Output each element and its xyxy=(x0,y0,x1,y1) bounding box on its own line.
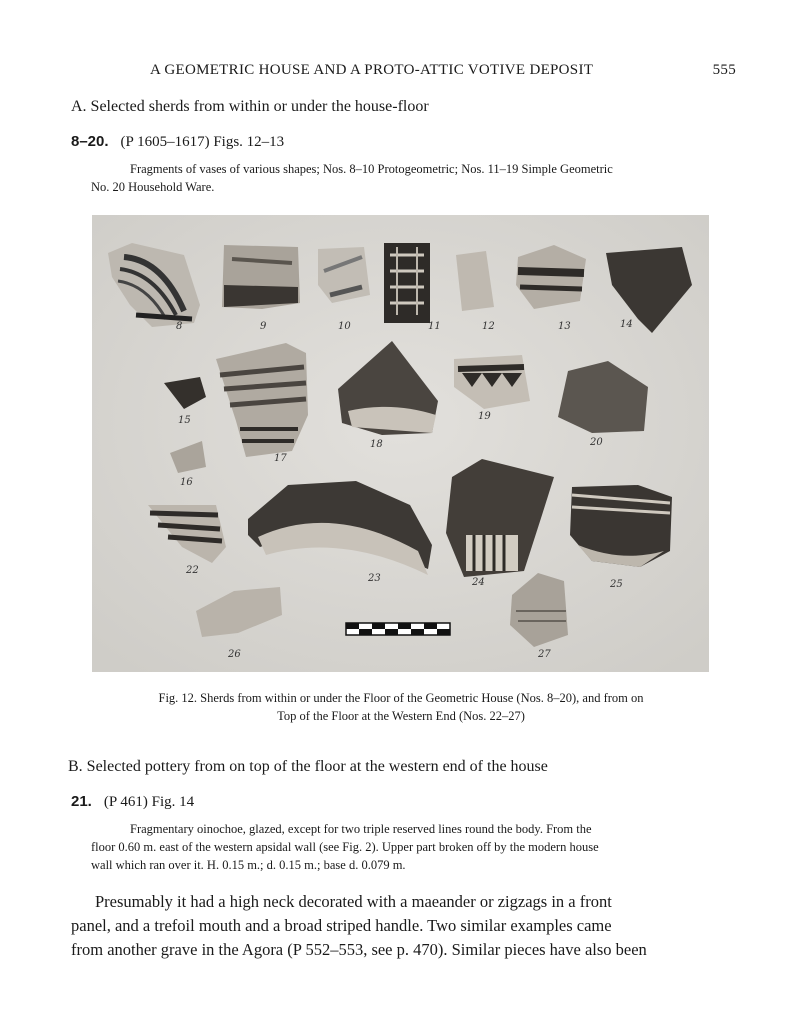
sherd-10 xyxy=(318,247,370,303)
sherd-label-20: 20 xyxy=(590,437,603,448)
sherd-label-14: 14 xyxy=(620,319,633,330)
sherd-label-23: 23 xyxy=(368,573,381,584)
entry-ref: (P 461) Fig. 14 xyxy=(103,794,195,810)
sherd-label-22: 22 xyxy=(186,565,199,576)
sherd-label-13: 13 xyxy=(558,321,571,332)
entry-8-20-desc-line1: Fragments of vases of various shapes; Nos. 8–10 Protogeometric; Nos. 11–19 Simple Geometric xyxy=(130,162,613,176)
body-paragraph xyxy=(71,890,731,962)
body-line3: from another grave in the Agora (P 552–553, see p. 470). Similar pieces have also been xyxy=(71,940,647,959)
entry-8-20 xyxy=(71,133,284,151)
section-b-heading: B. Selected pottery from on top of the floor at the western end of the house xyxy=(68,758,548,775)
sherd-9 xyxy=(222,245,300,309)
figure-caption xyxy=(71,689,731,725)
page-number: 555 xyxy=(712,62,736,78)
sherd-label-15: 15 xyxy=(178,415,191,426)
section-a-heading: A. Selected sherds from within or under the house-floor xyxy=(71,98,429,115)
sherds-photo-svg xyxy=(92,215,709,672)
sherd-label-24: 24 xyxy=(472,577,485,588)
sherd-label-18: 18 xyxy=(370,439,383,450)
sherd-label-11: 11 xyxy=(428,321,441,332)
entry-21-desc-line2: floor 0.60 m. east of the western apsidal wall (see Fig. 2). Upper part broken off by the modern house xyxy=(91,840,599,854)
sherd-label-10: 10 xyxy=(338,321,351,332)
sherd-label-19: 19 xyxy=(478,411,491,422)
entry-number: 8–20. xyxy=(71,133,109,150)
sherd-label-8: 8 xyxy=(176,321,183,332)
running-head-title: A GEOMETRIC HOUSE AND A PROTO-ATTIC VOTIVE DEPOSIT xyxy=(150,62,594,78)
entry-8-20-desc-line2: No. 20 Household Ware. xyxy=(91,180,215,194)
entry-ref: (P 1605–1617) Figs. 12–13 xyxy=(120,134,285,150)
body-line1: Presumably it had a high neck decorated with a maeander or zigzags in a front xyxy=(95,892,612,911)
sherd-label-26: 26 xyxy=(228,649,241,660)
scale-bar xyxy=(346,623,450,635)
sherd-label-25: 25 xyxy=(610,579,623,590)
sherd-label-12: 12 xyxy=(482,321,495,332)
entry-number: 21. xyxy=(71,793,92,810)
sherd-11 xyxy=(384,243,430,323)
figure-caption-line2: Top of the Floor at the Western End (Nos. 22–27) xyxy=(277,709,525,723)
sherd-label-17: 17 xyxy=(274,453,287,464)
sherd-label-9: 9 xyxy=(260,321,267,332)
entry-21-desc-line3: wall which ran over it. H. 0.15 m.; d. 0.15 m.; base d. 0.079 m. xyxy=(91,858,406,872)
figure-photo xyxy=(92,215,709,672)
body-line2: panel, and a trefoil mouth and a broad striped handle. Two similar examples came xyxy=(71,916,612,935)
entry-21 xyxy=(71,793,194,811)
sherd-label-27: 27 xyxy=(538,649,551,660)
figure-caption-line1: Fig. 12. Sherds from within or under the Floor of the Geometric House (Nos. 8–20), and from on xyxy=(158,691,644,705)
sherd-label-16: 16 xyxy=(180,477,193,488)
entry-21-desc-line1: Fragmentary oinochoe, glazed, except for two triple reserved lines round the body. From the xyxy=(130,822,592,836)
